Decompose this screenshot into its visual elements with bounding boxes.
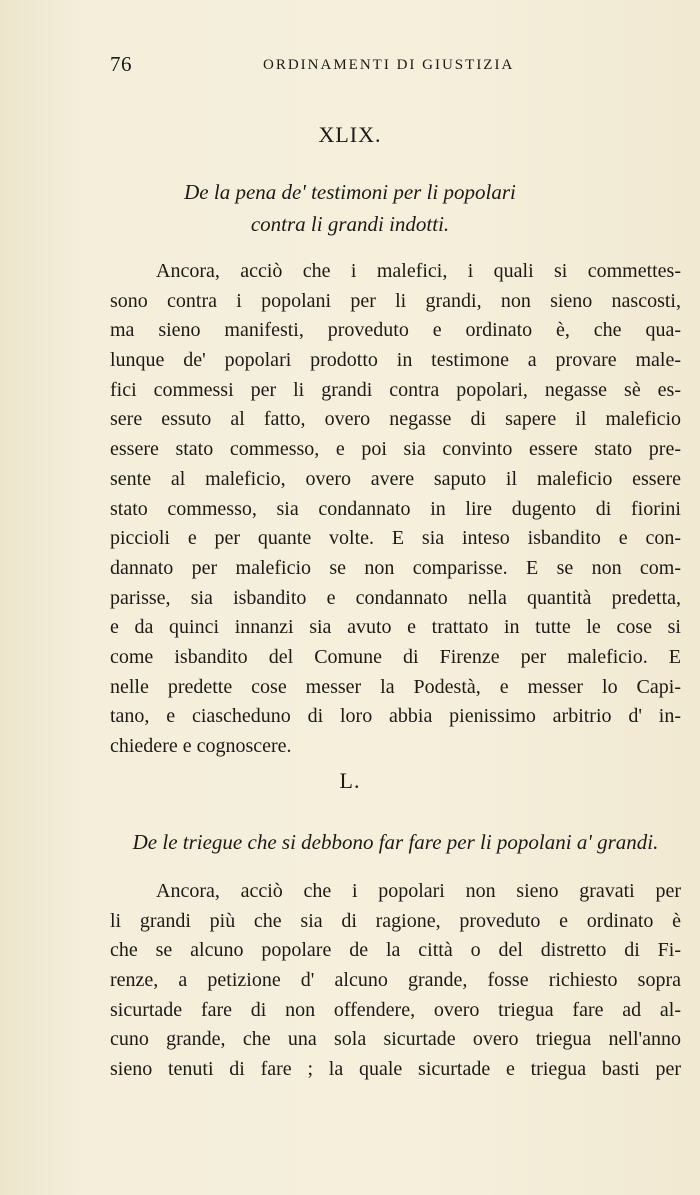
chapter-paragraph xyxy=(110,877,681,1085)
text-line: cuno grande, che una sola sicurtade overo triegua nell'anno xyxy=(110,1028,681,1051)
chapter-title-line: De la pena de' testimoni per li popolari xyxy=(184,180,516,204)
text-line: stato commesso, sia condannato in lire dugento di fiorini xyxy=(110,497,681,520)
text-line: sicurtade fare di non offendere, overo triegua fare ad al- xyxy=(110,998,681,1021)
text-line: sente al maleficio, overo avere saputo il maleficio essere xyxy=(110,467,681,490)
text-line: come isbandito del Comune di Firenze per maleficio. E xyxy=(110,645,681,668)
text-line: fici commessi per li grandi contra popolari, negasse sè es- xyxy=(110,378,681,401)
text-line: sieno tenuti di fare ; la quale sicurtade e triegua basti per xyxy=(110,1058,681,1081)
page-header xyxy=(110,52,590,80)
text-line: lunque de' popolari prodotto in testimone a provare male- xyxy=(110,349,681,372)
text-line: e da quinci innanzi sia avuto e trattato in tutte le cose si xyxy=(110,616,681,639)
chapter-title: De le triegue che si debbono far fare per li popolani a' grandi. xyxy=(132,830,659,854)
chapter-paragraph xyxy=(110,257,681,762)
running-head: ORDINAMENTI DI GIUSTIZIA xyxy=(263,57,515,73)
text-line: che se alcuno popolare de la città o del distretto di Fi- xyxy=(110,939,681,962)
text-line: sono contra i popolani per li grandi, non sieno nascosti, xyxy=(110,289,681,312)
text-line: ma sieno manifesti, proveduto e ordinato è, che qua- xyxy=(110,319,681,342)
text-line: sere essuto al fatto, overo negasse di sapere il maleficio xyxy=(110,408,681,431)
text-line: nelle predette cose messer la Podestà, e messer lo Capi- xyxy=(110,675,681,698)
text-line: tano, e ciascheduno di loro abbia pienissimo arbitrio d' in- xyxy=(110,705,681,728)
page-number: 76 xyxy=(110,52,132,76)
text-line: renze, a petizione d' alcuno grande, fosse richiesto sopra xyxy=(110,969,681,992)
text-line: essere stato commesso, e poi sia convinto essere stato pre- xyxy=(110,438,681,461)
chapter-title xyxy=(80,176,620,240)
text-line: Ancora, acciò che i malefici, i quali si commettes- xyxy=(156,260,681,282)
text-line: dannato per maleficio se non comparisse. E se non com- xyxy=(110,556,681,579)
text-line: parisse, sia isbandito e condannato nella quantità predetta, xyxy=(110,586,681,609)
chapter-number: XLIX. xyxy=(318,122,382,147)
text-line: chiedere e cognoscere. xyxy=(110,735,292,757)
text-line: li grandi più che sia di ragione, proveduto e ordinato è xyxy=(110,909,681,932)
chapter-number: L. xyxy=(339,768,361,793)
text-line: Ancora, acciò che i popolari non sieno gravati per xyxy=(156,880,681,902)
text-line: piccioli e per quante volte. E sia inteso isbandito e con- xyxy=(110,527,681,550)
chapter-title-line: contra li grandi indotti. xyxy=(250,212,450,236)
